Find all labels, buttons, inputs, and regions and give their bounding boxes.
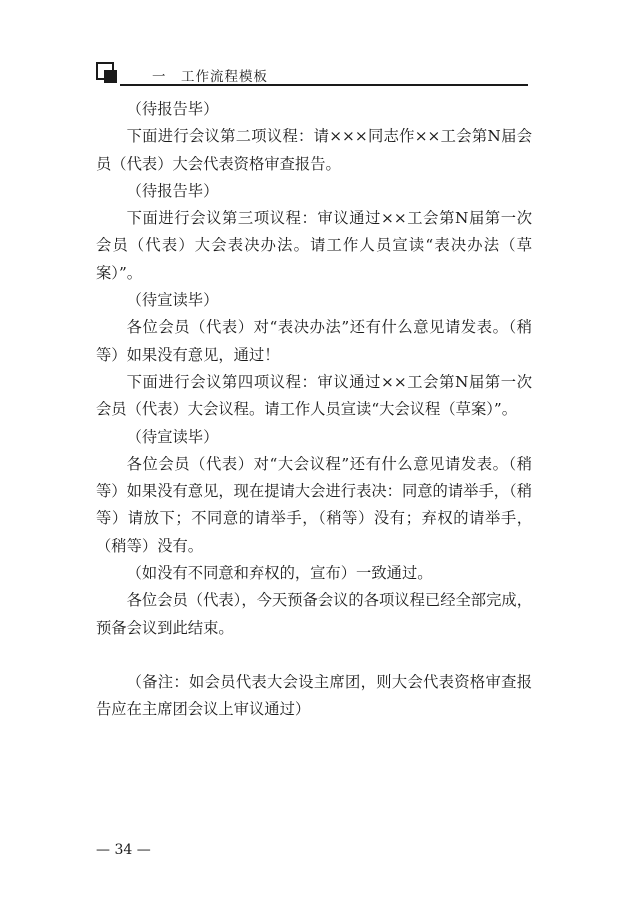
body-text [96, 96, 532, 724]
page-header [96, 62, 528, 86]
paragraph: 各位会员（代表）对“大会议程”还有什么意见请发表。（稍等）如果没有意见，现在提请大会进行表决：同意的请举手，（稍等）请放下；不同意的请举手，（稍等）没有；弃权的请举手，（稍等）没有。 [96, 454, 532, 555]
paragraph: （待报告毕） [126, 181, 219, 200]
note-paragraph: （备注：如会员代表大会设主席团，则大会代表资格审查报告应在主席团会议上审议通过） [96, 672, 532, 719]
running-header-title: 一 工作流程模板 [152, 69, 268, 85]
paragraph: （待报告毕） [126, 100, 219, 118]
paragraph: （如没有不同意和弃权的，宣布）一致通过。 [126, 564, 433, 583]
paragraph: 下面进行会议第二项议程：请×××同志作××工会第N届会员（代表）大会代表资格审查报告。 [96, 127, 532, 173]
page-number: — 34 — [96, 842, 151, 858]
paragraph: （待宣读毕） [126, 291, 219, 310]
section-mark-icon [96, 62, 118, 84]
paragraph: 各位会员（代表），今天预备会议的各项议程已经全部完成，预备会议到此结束。 [96, 591, 532, 637]
paragraph: （待宣读毕） [126, 427, 219, 446]
paragraph: 下面进行会议第三项议程：审议通过××工会第N届第一次会员（代表）大会表决办法。请工作人员宣读“表决办法（草案）”。 [96, 209, 532, 282]
header-rule [120, 84, 528, 86]
blank-line [96, 642, 532, 669]
paragraph: 下面进行会议第四项议程：审议通过××工会第N届第一次会员（代表）大会议程。请工作人员宣读“大会议程（草案）”。 [96, 372, 532, 419]
paragraph: 各位会员（代表）对“表决办法”还有什么意见请发表。（稍等）如果没有意见，通过！ [96, 318, 532, 364]
